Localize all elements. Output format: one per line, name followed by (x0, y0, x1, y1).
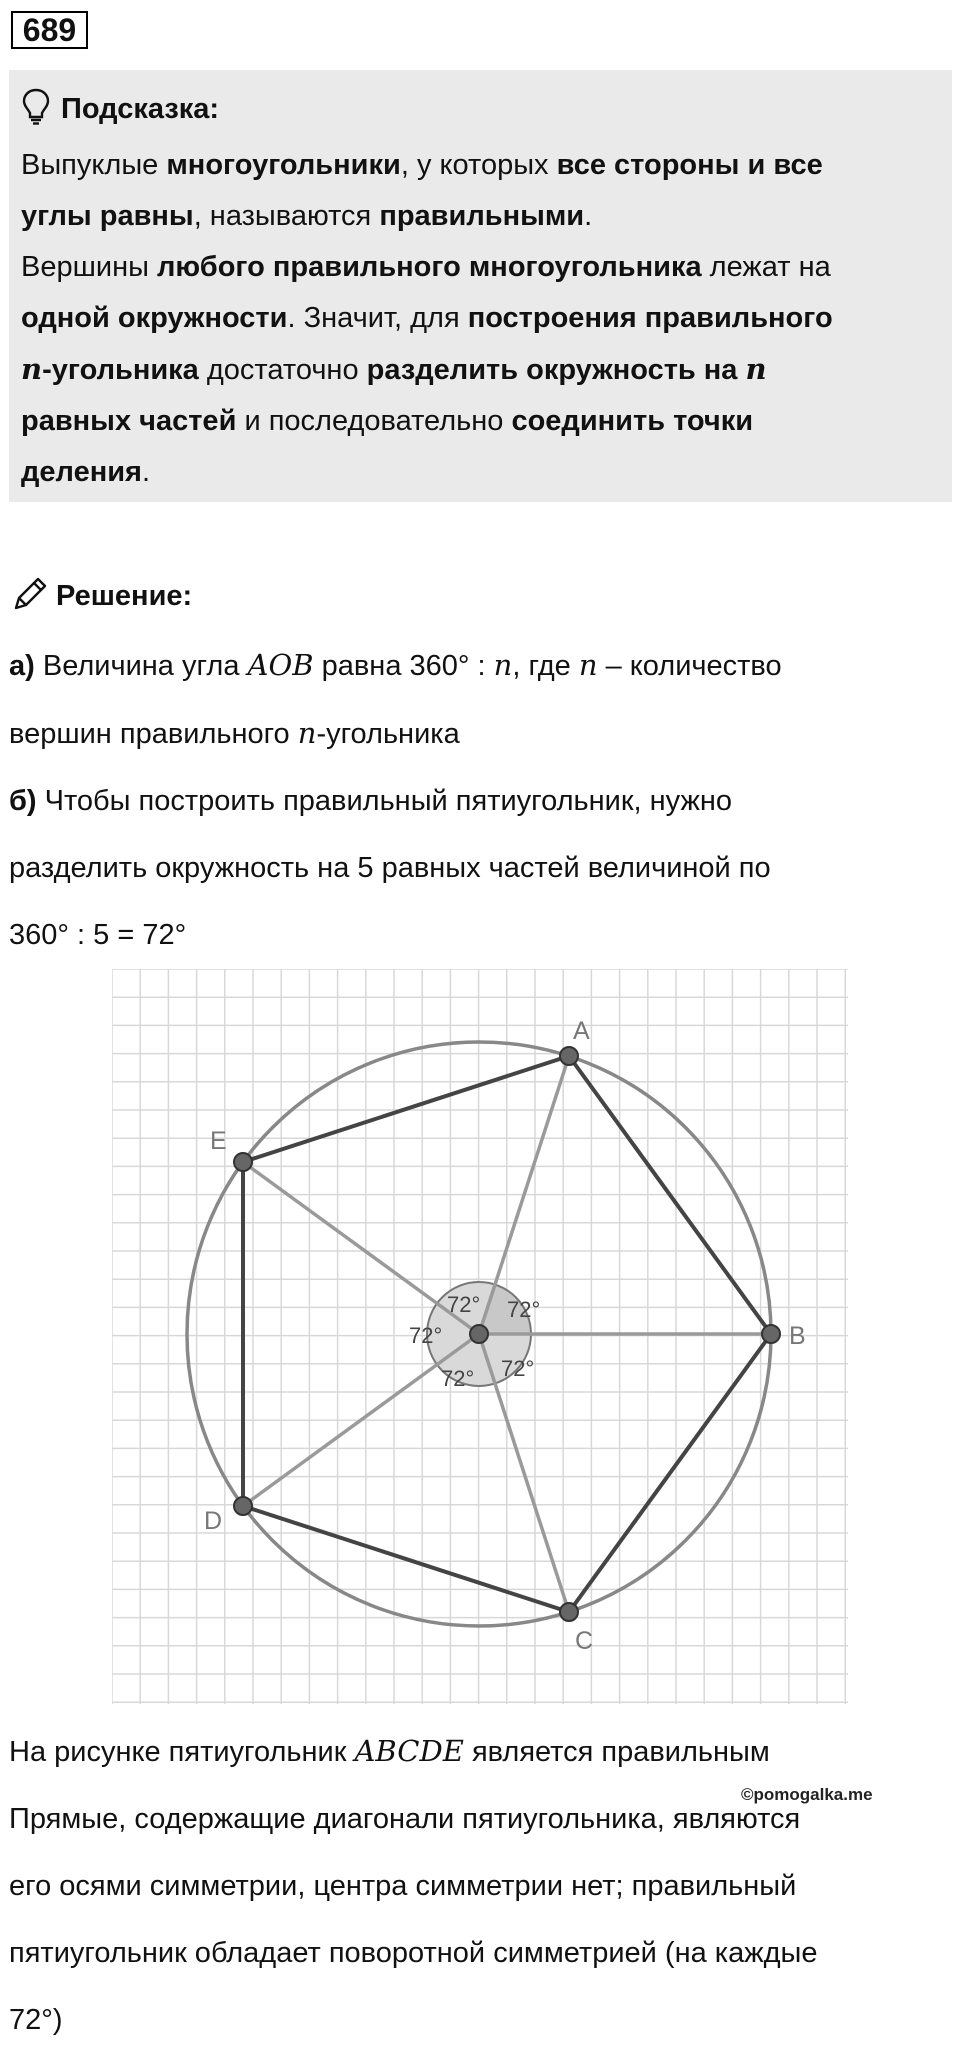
angle-label: 72° (501, 1356, 535, 1381)
center-point (470, 1325, 488, 1343)
text-run: любого правильного многоугольника (156, 251, 702, 283)
solution-line-b2: разделить окружность на 5 равных частей величиной по (9, 852, 771, 884)
solution-line-b (9, 768, 954, 835)
text: вершин правильного (9, 718, 298, 750)
text-run: соединить точки (511, 405, 754, 437)
pentagon-diagram (112, 969, 848, 1704)
task-number: 689 (11, 11, 88, 49)
text-run: . Значит, для (287, 302, 468, 334)
solution-line-a2 (9, 700, 954, 768)
vertex-b (762, 1325, 780, 1343)
text-run: многоугольники (166, 149, 401, 181)
solution-line-a (9, 632, 954, 700)
text: -угольника (316, 718, 460, 750)
pentagon-var: ABCDE (354, 1734, 464, 1768)
vertex-e (234, 1153, 252, 1171)
text-run: достаточно (198, 354, 367, 386)
n-var: n (21, 352, 43, 386)
solution-header (10, 574, 192, 619)
text-run: правильными (379, 200, 585, 232)
text-run: , называются (193, 200, 380, 232)
text-run: деления (21, 456, 142, 488)
text-run: . (141, 456, 151, 488)
label-b: B (789, 1322, 806, 1350)
label-e: E (210, 1127, 227, 1155)
text: является правильным (463, 1736, 770, 1768)
text-run: Выпуклые (21, 149, 167, 181)
hint-box (9, 70, 952, 502)
text-run: лежат на (701, 251, 831, 283)
text: – количество (597, 650, 782, 682)
conclusion-line: 72°) (9, 2004, 63, 2036)
hint-line (21, 344, 940, 396)
angle-var: AOB (247, 648, 314, 682)
solution-title: Решение: (56, 580, 193, 612)
text: На рисунке пятиугольник (9, 1736, 355, 1768)
hint-line (21, 447, 940, 498)
text-run: одной окружности (21, 302, 288, 334)
hint-line (21, 396, 940, 447)
label-c: C (575, 1627, 594, 1655)
text-run: Вершины (21, 251, 157, 283)
hint-header (21, 80, 940, 138)
angle-label: 72° (507, 1297, 541, 1322)
text-run: разделить окружность на (366, 354, 746, 386)
label-d: D (204, 1507, 223, 1535)
text-run: построения правильного (467, 302, 833, 334)
text: , где (512, 650, 579, 682)
text-run: , у которых (400, 149, 557, 181)
n-var: n (578, 648, 598, 682)
conclusion-line (9, 1718, 954, 1786)
part-b-label: б) (9, 785, 37, 817)
angle-label: 72° (409, 1323, 443, 1348)
hint-text (21, 140, 940, 498)
text-run: все стороны и все (556, 149, 823, 181)
text-run: . (584, 200, 593, 232)
solution-line-b3: 360° : 5 = 72° (9, 919, 187, 951)
watermark: ©pomogalka.me (741, 1785, 873, 1804)
pencil-icon (10, 574, 50, 619)
n-var: n (297, 716, 317, 750)
lightbulb-icon (21, 88, 51, 131)
text-run: и последовательно (236, 405, 512, 437)
n-var: n (745, 352, 767, 386)
hint-line (21, 293, 940, 344)
n-var: n (493, 648, 513, 682)
conclusion-line: пятиугольник обладает поворотной симметрией (на каждые (9, 1937, 818, 1969)
text-run: -угольника (42, 354, 199, 386)
label-a: A (573, 1017, 590, 1045)
angle-label: 72° (441, 1366, 475, 1391)
part-a-label: а) (9, 650, 35, 682)
text: равна 360° : (313, 650, 494, 682)
conclusion-line: Прямые, содержащие диагонали пятиугольника, являются (9, 1803, 801, 1835)
text: Величина угла (34, 650, 248, 682)
conclusion-line: его осями симметрии, центра симметрии нет; правильный (9, 1870, 797, 1902)
hint-line (21, 191, 940, 242)
text-run: равных частей (21, 405, 237, 437)
hint-title: Подсказка: (61, 92, 220, 125)
conclusion-text (9, 1718, 954, 2054)
hint-line (21, 140, 940, 191)
vertex-c (560, 1603, 578, 1621)
vertex-d (234, 1497, 252, 1515)
solution-text (9, 632, 954, 969)
hint-line (21, 242, 940, 293)
text-run: углы равны (21, 200, 194, 232)
angle-label: 72° (447, 1292, 481, 1317)
text: Чтобы построить правильный пятиугольник, нужно (36, 785, 733, 817)
vertex-a (560, 1047, 578, 1065)
pentagon-figure (112, 969, 848, 1704)
